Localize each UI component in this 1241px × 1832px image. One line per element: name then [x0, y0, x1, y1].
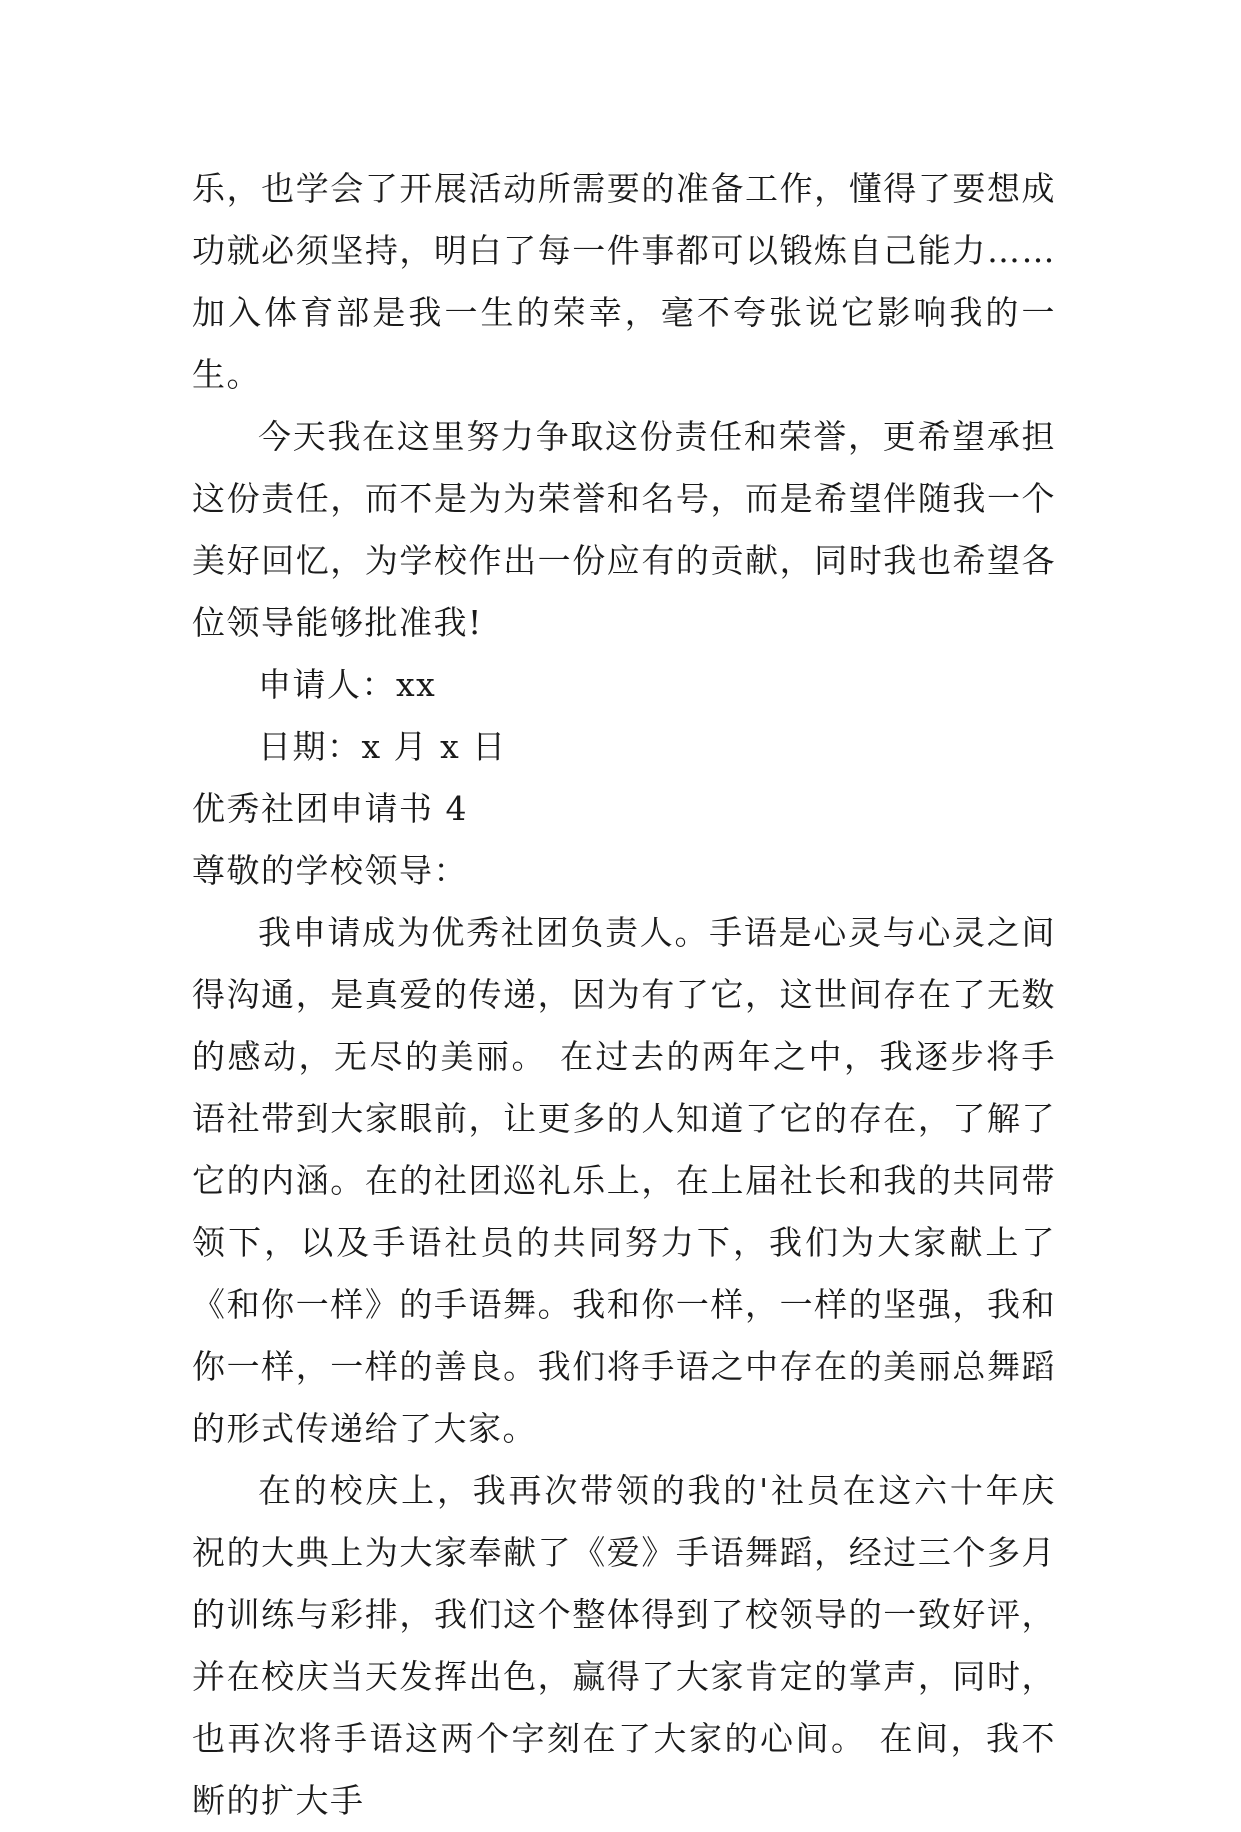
paragraph-request: 今天我在这里努力争取这份责任和荣誉，更希望承担这份责任，而不是为为荣誉和名号，而是希望伴随我一个美好回忆，为学校作出一份应有的贡献，同时我也希望各位领导能够批准我!	[192, 417, 1056, 642]
salutation: 尊敬的学校领导：	[192, 851, 468, 890]
section-heading: 优秀社团申请书 4	[192, 789, 468, 828]
date-line: 日期：x 月 x 日	[258, 727, 507, 766]
paragraph-continuation: 乐，也学会了开展活动所需要的准备工作，懂得了要想成功就必须坚持，明白了每一件事都可以锻炼自己能力……加入体育部是我一生的荣幸，毫不夸张说它影响我的一生。	[192, 169, 1056, 394]
paragraph-school-anniversary: 在的校庆上，我再次带领的我的'社员在这六十年庆祝的大典上为大家奉献了《爱》手语舞蹈，经过三个多月的训练与彩排，我们这个整体得到了校领导的一致好评，并在校庆当天发挥出色，赢得了大家肯定的掌声，同时，也再次将手语这两个字刻在了大家的心间。 在间，我不断的扩大手	[192, 1471, 1056, 1820]
paragraph-sign-language-club: 我申请成为优秀社团负责人。手语是心灵与心灵之间得沟通，是真爱的传递，因为有了它，这世间存在了无数的感动，无尽的美丽。 在过去的两年之中，我逐步将手语社带到大家眼前，让更多的人知道了它的存在，了解了它的内涵。在的社团巡礼乐上，在上届社长和我的共同带领下，以及手语社员的共同努力下，我们为大家献上了《和你一样》的手语舞。我和你一样，一样的坚强，我和你一样，一样的善良。我们将手语之中存在的美丽总舞蹈的形式传递给了大家。	[192, 913, 1056, 1448]
applicant-line: 申请人：xx	[258, 665, 437, 704]
document-body	[192, 158, 1056, 1832]
